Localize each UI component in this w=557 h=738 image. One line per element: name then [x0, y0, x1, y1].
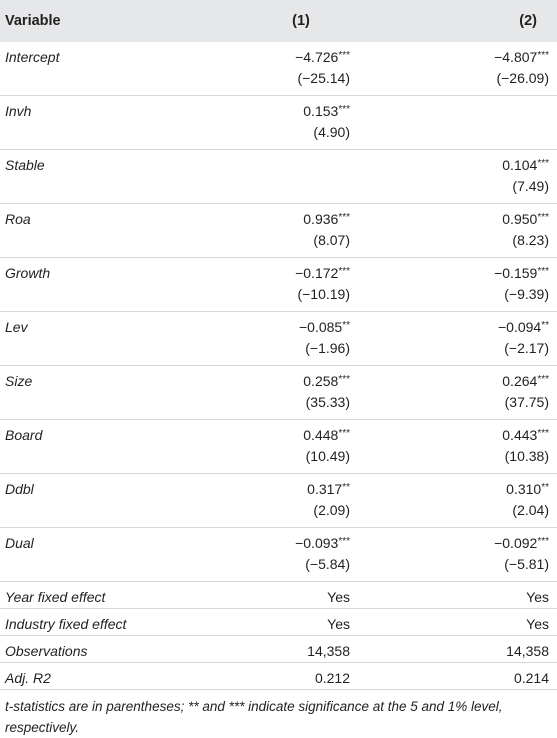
model-1-cell [196, 528, 378, 582]
t-statistic: (−5.84) [305, 556, 350, 572]
table-row [0, 150, 557, 204]
model-2-summary: 14,358 [506, 643, 549, 659]
model-1-cell [196, 420, 378, 474]
table-row [0, 474, 557, 528]
variable-name: Board [5, 427, 43, 443]
table-row [0, 258, 557, 312]
coefficient: −0.094** [497, 319, 549, 335]
t-statistic: (7.49) [512, 178, 549, 194]
variable-name: Invh [5, 103, 32, 119]
table-row [0, 312, 557, 366]
t-statistic: (4.90) [313, 124, 350, 140]
variable-name: Size [5, 373, 33, 389]
t-statistic: (−2.17) [504, 340, 549, 356]
t-statistic: (8.07) [313, 232, 350, 248]
variable-name: Roa [5, 211, 31, 227]
coefficient: 0.317** [307, 481, 350, 497]
coefficient: −0.172*** [295, 265, 350, 281]
variable-name: Growth [5, 265, 51, 281]
header-model-1: (1) [292, 13, 310, 29]
table-row [0, 96, 557, 150]
coefficient: 0.950*** [502, 211, 549, 227]
table-row [0, 528, 557, 582]
variable-name: Stable [5, 157, 45, 173]
model-2-cell [378, 96, 557, 150]
table-row [0, 204, 557, 258]
t-statistic: (35.33) [305, 394, 350, 410]
t-statistic: (−25.14) [297, 70, 350, 86]
header-model-2: (2) [519, 13, 537, 29]
variable-name: Dual [5, 535, 34, 551]
model-1-cell [196, 258, 378, 312]
t-statistic: (−10.19) [297, 286, 350, 302]
summary-label: Observations [5, 643, 88, 659]
model-1-cell [196, 204, 378, 258]
table-footnote: t-statistics are in parentheses; ** and *** indicate significance at the 5 and 1% level, respectively. [5, 699, 503, 735]
summary-row [0, 663, 557, 690]
coefficient: −0.092*** [494, 535, 549, 551]
model-1-cell [196, 312, 378, 366]
model-2-cell [378, 420, 557, 474]
model-2-cell [378, 312, 557, 366]
model-1-summary: Yes [327, 616, 350, 632]
variable-name: Lev [5, 319, 28, 335]
table-header-row [0, 0, 557, 42]
coefficient: 0.258*** [303, 373, 350, 389]
variable-name: Ddbl [5, 481, 34, 497]
t-statistic: (10.49) [305, 448, 350, 464]
coefficient: 0.448*** [303, 427, 350, 443]
model-1-cell [196, 42, 378, 96]
summary-label: Year fixed effect [5, 589, 106, 605]
model-1-summary: Yes [327, 589, 350, 605]
coefficient: −4.726*** [295, 49, 350, 65]
coefficient: −0.093*** [295, 535, 350, 551]
summary-row [0, 636, 557, 663]
model-1-cell [196, 96, 378, 150]
model-1-summary: 0.212 [314, 670, 350, 686]
table-row [0, 366, 557, 420]
coefficient: 0.264*** [502, 373, 549, 389]
coefficient: 0.310** [506, 481, 549, 497]
table-row [0, 420, 557, 474]
t-statistic: (2.04) [512, 502, 549, 518]
t-statistic: (−1.96) [305, 340, 350, 356]
model-2-cell [378, 366, 557, 420]
t-statistic: (2.09) [313, 502, 350, 518]
model-1-summary: 14,358 [307, 643, 350, 659]
summary-row [0, 582, 557, 609]
model-2-cell [378, 258, 557, 312]
header-variable: Variable [5, 13, 61, 29]
table-row [0, 42, 557, 96]
summary-label: Adj. R2 [5, 670, 51, 686]
variable-name: Intercept [5, 49, 60, 65]
model-1-cell [196, 366, 378, 420]
model-2-cell [378, 528, 557, 582]
model-2-summary: 0.214 [513, 670, 549, 686]
coefficient: −0.085** [298, 319, 350, 335]
table-body [0, 42, 557, 690]
coefficient: 0.153*** [303, 103, 350, 119]
t-statistic: (10.38) [504, 448, 549, 464]
coefficient: −4.807*** [494, 49, 549, 65]
t-statistic: (8.23) [512, 232, 549, 248]
summary-label: Industry fixed effect [5, 616, 127, 632]
model-1-cell [196, 474, 378, 528]
t-statistic: (37.75) [504, 394, 549, 410]
model-2-cell [378, 150, 557, 204]
coefficient: 0.443*** [502, 427, 549, 443]
t-statistic: (−9.39) [504, 286, 549, 302]
model-2-cell [378, 42, 557, 96]
model-2-cell [378, 474, 557, 528]
model-1-cell [196, 150, 378, 204]
model-2-summary: Yes [526, 616, 549, 632]
model-2-cell [378, 204, 557, 258]
model-2-summary: Yes [526, 589, 549, 605]
t-statistic: (−26.09) [496, 70, 549, 86]
coefficient: 0.104*** [502, 157, 549, 173]
coefficient: −0.159*** [494, 265, 549, 281]
t-statistic: (−5.81) [504, 556, 549, 572]
summary-row [0, 609, 557, 636]
coefficient: 0.936*** [303, 211, 350, 227]
